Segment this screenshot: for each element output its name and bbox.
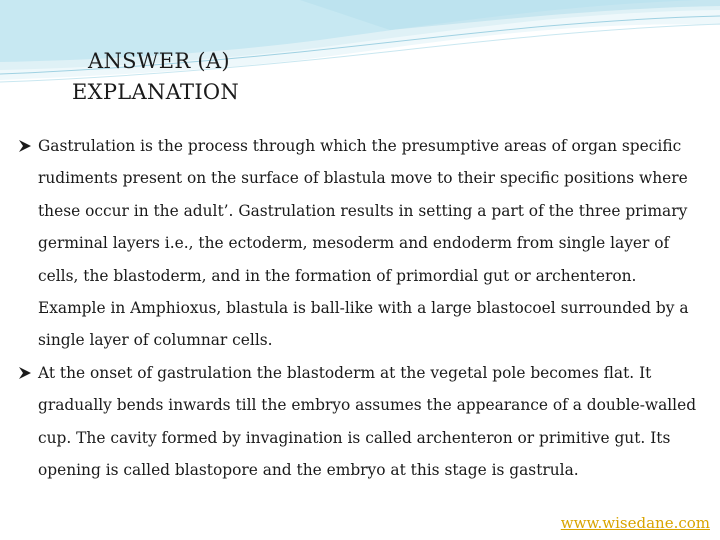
bullet-list <box>18 130 698 486</box>
arrowhead-bullet-icon <box>18 139 32 153</box>
bullet-item <box>18 357 698 487</box>
bullet-item <box>18 130 698 357</box>
bullet-text: At the onset of gastrulation the blastoderm at the vegetal pole becomes flat. It gradually bends inwards till the embryo assumes the appearance of a double-walled cup. The cavity formed by invagination is called archenteron or primitive gut. Its opening is called blastopore and the embryo at this stage is gastrula. <box>38 363 697 480</box>
bullet-text: Gastrulation is the process through which the presumptive areas of organ specific rudiments present on the surface of blastula move to their specific positions where these occur in the adult’. Gastrulation results in setting a part of the three primary germinal layers i.e., the ectoderm, mesoderm and endoderm from single layer of cells, the blastoderm, and in the formation of primordial gut or archenteron. Example in Amphioxus, blastula is ball-like with a large blastocoel surrounded by a single layer of columnar cells. <box>38 137 689 350</box>
slide-title <box>72 46 292 108</box>
arrowhead-bullet-icon <box>18 366 32 380</box>
title-answer: ANSWER (A) <box>88 49 230 73</box>
website-link[interactable]: www.wisedane.com <box>560 514 710 532</box>
title-explanation: EXPLANATION <box>72 80 240 104</box>
